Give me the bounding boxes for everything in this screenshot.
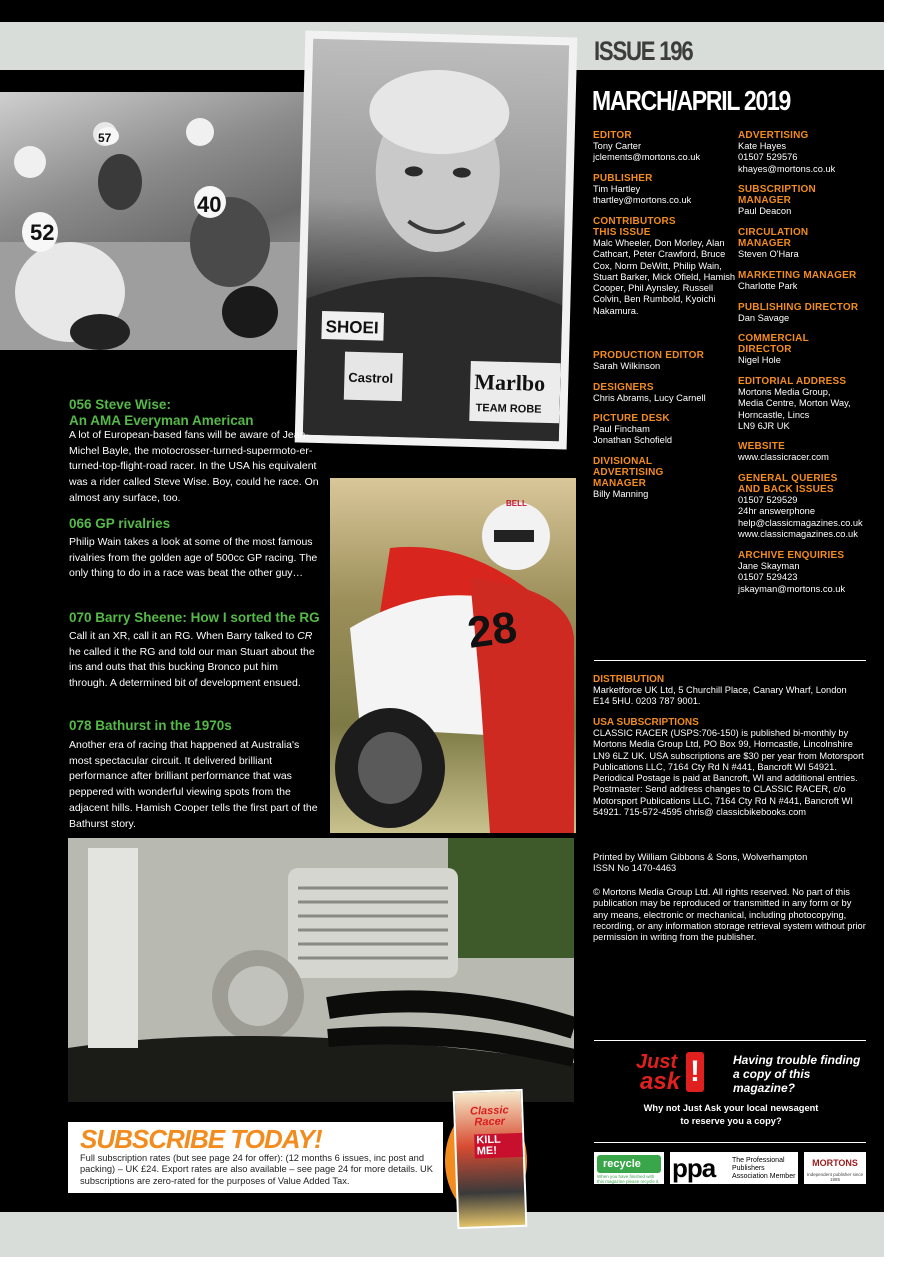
bike-number-40: 40 bbox=[197, 192, 222, 217]
credit-website bbox=[738, 441, 883, 463]
vintage-race-illustration bbox=[0, 92, 316, 350]
credit-role: GENERAL QUERIES AND BACK ISSUES bbox=[738, 473, 838, 495]
credit-role: DESIGNERS bbox=[593, 382, 654, 393]
credit-names: Mortons Media Group, Media Centre, Morton Way, Horncastle, Lincs LN9 6JR UK bbox=[738, 387, 851, 431]
cover-headline: KILL ME! bbox=[474, 1133, 523, 1159]
credit-names: Billy Manning bbox=[593, 489, 649, 499]
credit-circulation-manager bbox=[738, 227, 883, 260]
credit-role: CONTRIBUTORS THIS ISSUE bbox=[593, 216, 676, 238]
credit-role: MARKETING MANAGER bbox=[738, 270, 857, 281]
printer-info: Printed by William Gibbons & Sons, Wolverhampton ISSN No 1470-4463 bbox=[593, 852, 808, 874]
credit-subscription-manager bbox=[738, 184, 883, 217]
usa-subscriptions-block bbox=[593, 717, 865, 818]
divider bbox=[594, 660, 866, 661]
ppa-wordmark: ppa bbox=[672, 1153, 716, 1183]
recycle-caption: When you have finished with this magazine please recycle it. bbox=[597, 1174, 660, 1184]
race-number-28: 28 bbox=[464, 602, 520, 658]
team-logo-text: TEAM ROBE bbox=[475, 402, 542, 416]
credit-role: PUBLISHER bbox=[593, 173, 653, 184]
divider bbox=[594, 1142, 866, 1143]
just-ask-logo-bottom: ask bbox=[640, 1068, 681, 1095]
credit-names: Sarah Wilkinson bbox=[593, 361, 661, 371]
recycle-icon: recycle bbox=[597, 1155, 661, 1173]
credit-editor bbox=[593, 130, 738, 164]
website-link[interactable]: www.classicracer.com bbox=[738, 452, 829, 462]
mortons-wordmark: MORTONS bbox=[812, 1158, 858, 1168]
article-body-gp-rivalries: Philip Wain takes a look at some of the most famous rivalries from the golden age of 500cc GP racing. The only thing to do in a race was beat the other guy… bbox=[69, 536, 318, 580]
credit-names: Jane Skayman 01507 529423 jskayman@mortons.co.uk bbox=[738, 561, 846, 594]
credit-role: PICTURE DESK bbox=[593, 413, 670, 424]
credit-role: ADVERTISING bbox=[738, 130, 809, 141]
mortons-logo bbox=[804, 1152, 866, 1184]
article-title-line: 056 Steve Wise: bbox=[69, 397, 171, 412]
article-title-barry-sheene[interactable]: 070 Barry Sheene: How I sorted the RG bbox=[69, 610, 320, 625]
just-ask-text: Why not Just Ask your local newsagent to reserve you a copy? bbox=[643, 1103, 819, 1126]
credit-names: Tim Hartley thartley@mortons.co.uk bbox=[593, 184, 692, 206]
credit-role: DIVISIONAL ADVERTISING MANAGER bbox=[593, 456, 664, 489]
engine-illustration bbox=[68, 838, 574, 1102]
credit-names: Tony Carter jclements@mortons.co.uk bbox=[593, 141, 701, 163]
article-title-bathurst[interactable]: 078 Bathurst in the 1970s bbox=[69, 718, 232, 733]
credit-role: EDITORIAL ADDRESS bbox=[738, 376, 847, 387]
credit-role: PRODUCTION EDITOR bbox=[593, 350, 704, 361]
credit-archive-enquiries bbox=[738, 550, 883, 595]
distribution-block bbox=[593, 674, 865, 708]
magazine-cover-thumbnail bbox=[453, 1089, 528, 1229]
divider bbox=[594, 1040, 866, 1041]
credit-role: SUBSCRIPTION MANAGER bbox=[738, 184, 816, 206]
credit-marketing-manager bbox=[738, 270, 883, 292]
cover-logo: Classic Racer bbox=[469, 1104, 509, 1129]
credit-names: Paul Fincham Jonathan Schofield bbox=[593, 424, 673, 446]
red-racer-photo bbox=[330, 478, 576, 833]
credit-role: CIRCULATION MANAGER bbox=[738, 227, 809, 249]
credit-names: Malc Wheeler, Don Morley, Alan Cathcart, Peter Crawford, Bruce Cox, Norm DeWitt, Philip Wain, Stuart Barker, Mick Ofield, Hamish Cooper, Phil Aynsley, Russell Colvin, Ben Rumbold, Kyoichi Nakamura. bbox=[593, 238, 736, 316]
credit-role: PUBLISHING DIRECTOR bbox=[738, 302, 859, 313]
distribution-text: Marketforce UK Ltd, 5 Churchill Place, Canary Wharf, London E14 5HU. 0203 787 9001. bbox=[593, 685, 847, 707]
credit-role: ARCHIVE ENQUIRIES bbox=[738, 550, 845, 561]
credit-divisional-advertising bbox=[593, 456, 738, 500]
credit-names: Chris Abrams, Lucy Carnell bbox=[593, 393, 706, 403]
credit-publisher bbox=[593, 173, 738, 207]
bottom-band bbox=[0, 1212, 884, 1257]
helmet-brand-text: BELL bbox=[506, 499, 527, 508]
article-body-text: Call it an XR, call it an RG. When Barry talked to bbox=[69, 630, 298, 642]
credit-names: Nigel Hole bbox=[738, 355, 781, 365]
subscribe-title: SUBSCRIBE TODAY! bbox=[80, 1124, 322, 1154]
usa-text: CLASSIC RACER (USPS:706-150) is published bi-monthly by Mortons Media Group Ltd, PO Box 99, Horncastle, Lincolnshire LN9 6LZ UK. USA subscriptions are $30 per year from Motorsport Publications LLC, 7164 Cty Rd N #441, Bancroft WI 54921. Periodical Postage is paid at Bancroft, WI and additional entries. Postmaster: Send address changes to CLASSIC RACER, c/o Motorsport Publications LLC, 7164 Cty Rd N #441, Bancroft WI 54921. 715-572-4595 chris@ classicbikebooks.com bbox=[593, 728, 864, 818]
article-body-steve-wise: A lot of European-based fans will be aware of Jean-Michel Bayle, the motocrosser-turned-supermoto-er-turned-top-flight-road racer. In the USA his equivalent was a rider called Steve Wise. Boy, could he race. On almost any surface, too. bbox=[69, 429, 319, 504]
credit-production-editor bbox=[593, 350, 738, 372]
just-ask-logo-top: Just bbox=[636, 1051, 678, 1073]
credit-advertising bbox=[738, 130, 883, 175]
issue-number: ISSUE 196 bbox=[594, 36, 693, 66]
engine-closeup-photo bbox=[68, 838, 574, 1102]
subscribe-text: Full subscription rates (but see page 24 for offer): (12 months 6 issues, inc post and packing) – UK £24. Export rates are also available – see page 24 for more details. UK subscriptions are zero-rated for the purposes of Value Added Tax. bbox=[80, 1153, 433, 1186]
article-body-italic: CR bbox=[297, 630, 313, 642]
credit-names: Charlotte Park bbox=[738, 281, 798, 291]
credit-picture-desk bbox=[593, 413, 738, 447]
copyright-notice: © Mortons Media Group Ltd. All rights reserved. No part of this publication may be reproduced or transmitted in any form or by any means, electronic or mechanical, including photocopying, recording, or any information storage retrieval system without prior permission in writing from the publisher. bbox=[593, 887, 866, 943]
usa-heading: USA SUBSCRIPTIONS bbox=[593, 717, 699, 728]
castrol-logo-text: Castrol bbox=[348, 369, 394, 386]
just-ask-headline: Having trouble finding a copy of this magazine? bbox=[733, 1053, 861, 1095]
article-title-line: An AMA Everyman American bbox=[69, 413, 254, 428]
bike-number-57: 57 bbox=[98, 131, 112, 145]
credit-names: Paul Deacon bbox=[738, 206, 792, 216]
credit-general-queries bbox=[738, 473, 873, 540]
credit-contributors bbox=[593, 216, 738, 317]
credit-names: Dan Savage bbox=[738, 313, 790, 323]
red-racer-illustration bbox=[330, 478, 576, 833]
article-body-bathurst: Another era of racing that happened at Australia's most spectacular circuit. It delivered brilliant performance after brilliant performance that was peppered with wonderful viewing spots from the adjacent hills. Hamish Cooper tells the first part of the Bathurst story. bbox=[69, 739, 318, 830]
credit-publishing-director bbox=[738, 302, 883, 324]
credit-role: EDITOR bbox=[593, 130, 632, 141]
issue-date: MARCH/APRIL 2019 bbox=[592, 85, 791, 116]
credit-role: COMMERCIAL DIRECTOR bbox=[738, 333, 809, 355]
article-body-text: he called it the RG and told our man Stuart about the ins and outs that this bucking Bronco put him through. A determined bit of development ensued. bbox=[69, 645, 315, 690]
exclamation-icon: ! bbox=[686, 1052, 704, 1092]
shoei-logo-text: SHOEI bbox=[325, 317, 379, 338]
distribution-heading: DISTRIBUTION bbox=[593, 674, 665, 685]
credit-editorial-address bbox=[738, 376, 883, 432]
recycle-logo bbox=[594, 1152, 664, 1184]
article-body-barry-sheene bbox=[69, 629, 319, 692]
bike-number-52: 52 bbox=[30, 220, 55, 245]
credit-names: Kate Hayes 01507 529576 khayes@mortons.co.uk bbox=[738, 141, 836, 174]
credit-designers bbox=[593, 382, 738, 404]
subscribe-box[interactable] bbox=[68, 1122, 443, 1193]
mortons-caption: Independent publisher since 1885 bbox=[806, 1172, 864, 1182]
article-title-gp-rivalries[interactable]: 066 GP rivalries bbox=[69, 516, 171, 531]
article-title-steve-wise[interactable] bbox=[69, 397, 254, 429]
credit-commercial-director bbox=[738, 333, 883, 366]
vintage-race-photo bbox=[0, 92, 316, 350]
ppa-logo bbox=[670, 1152, 798, 1184]
rider-portrait-illustration bbox=[303, 39, 569, 442]
rider-portrait-photo bbox=[295, 31, 578, 450]
credit-role: WEBSITE bbox=[738, 441, 785, 452]
marlboro-logo-text: Marlbo bbox=[473, 369, 546, 396]
just-ask-logo bbox=[636, 1052, 708, 1096]
ppa-caption: The Professional Publishers Association Member bbox=[732, 1157, 796, 1180]
right-margin bbox=[884, 0, 905, 1280]
credit-names: Steven O'Hara bbox=[738, 249, 799, 259]
credit-names: 01507 529529 24hr answerphone help@classicmagazines.co.uk www.classicmagazines.co.uk bbox=[738, 495, 863, 539]
